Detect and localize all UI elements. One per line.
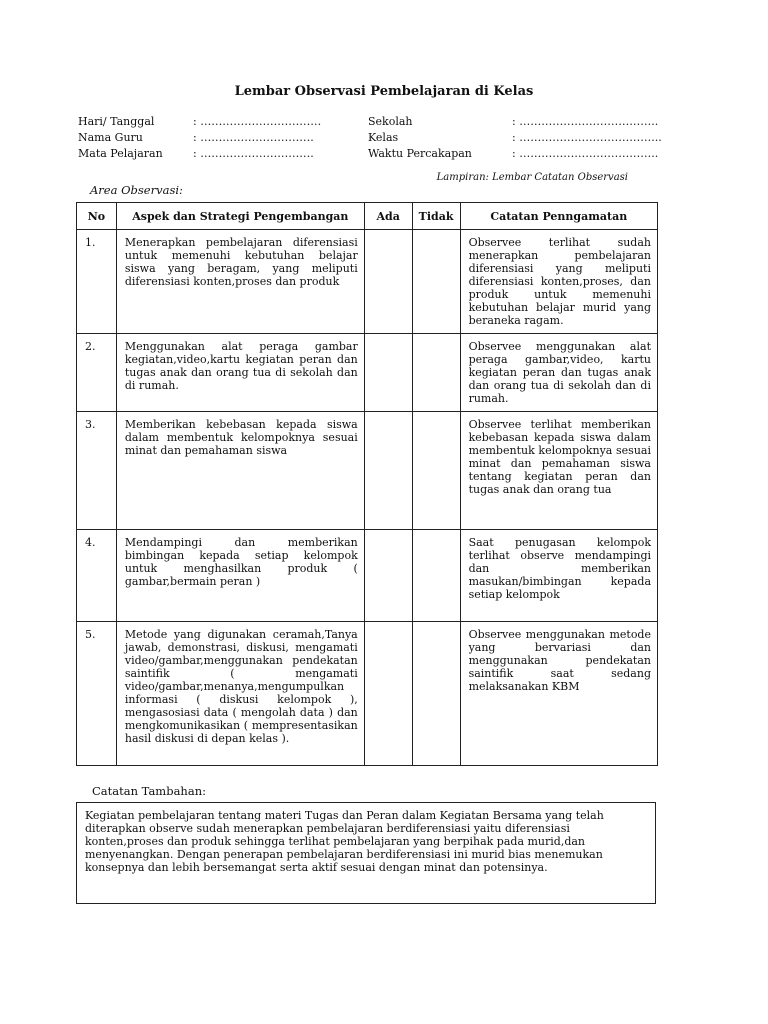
meta-label: Hari/ Tanggal xyxy=(78,115,155,128)
header-tidak: Tidak xyxy=(412,203,460,230)
row-number: 1. xyxy=(77,230,117,334)
row-aspek: Metode yang digunakan ceramah,Tanya jawab, demonstrasi, diskusi, mengamati video/gambar,menggunakan pendekatan saintifik ( mengamati video/gambar,menanya,mengumpulkan informasi ( diskusi kelompok ), mengasosiasi data ( mengolah data ) dan mengkomunikasikan ( mempresentasikan hasil diskusi di depan kelas ). xyxy=(116,622,364,766)
table-row xyxy=(77,622,658,766)
catatan-tambahan-label: Catatan Tambahan: xyxy=(92,784,206,798)
row-tidak-cell xyxy=(412,530,460,622)
table-row xyxy=(77,334,658,412)
row-number: 2. xyxy=(77,334,117,412)
meta-label: Nama Guru xyxy=(78,131,143,144)
header-aspek: Aspek dan Strategi Pengembangan xyxy=(116,203,364,230)
row-catatan: Observee menggunakan metode yang bervariasi dan menggunakan pendekatan saintifik saat sedang melaksanakan KBM xyxy=(460,622,657,766)
meta-value: : …………………………. xyxy=(193,131,314,144)
meta-row-hari-tanggal xyxy=(78,114,321,130)
row-ada-cell xyxy=(364,334,412,412)
table-header-row xyxy=(77,203,658,230)
row-tidak-cell xyxy=(412,334,460,412)
meta-value: : ……………………………….. xyxy=(512,115,659,128)
row-aspek: Mendampingi dan memberikan bimbingan kepada setiap kelompok untuk menghasilkan produk ( gambar,bermain peran ) xyxy=(116,530,364,622)
row-ada-cell xyxy=(364,412,412,530)
header-catatan: Catatan Penngamatan xyxy=(460,203,657,230)
lampiran-note: Lampiran: Lembar Catatan Observasi xyxy=(436,172,628,183)
area-observasi-label: Area Observasi: xyxy=(90,183,183,197)
row-aspek: Menerapkan pembelajaran diferensiasi untuk memenuhi kebutuhan belajar siswa yang beragam, yang meliputi diferensiasi konten,proses dan produk xyxy=(116,230,364,334)
observation-table xyxy=(76,202,658,766)
row-tidak-cell xyxy=(412,412,460,530)
meta-value: : …………………………. xyxy=(193,147,314,160)
meta-label: Waktu Percakapan xyxy=(368,147,472,160)
header-ada: Ada xyxy=(364,203,412,230)
row-aspek: Memberikan kebebasan kepada siswa dalam membentuk kelompoknya sesuai minat dan pemahaman siswa xyxy=(116,412,364,530)
meta-label: Mata Pelajaran xyxy=(78,147,163,160)
table-row xyxy=(77,530,658,622)
header-no: No xyxy=(77,203,117,230)
meta-row-mata-pelajaran xyxy=(78,146,321,162)
row-tidak-cell xyxy=(412,230,460,334)
row-number: 5. xyxy=(77,622,117,766)
meta-label: Sekolah xyxy=(368,115,413,128)
row-number: 3. xyxy=(77,412,117,530)
meta-value: : ………………………………... xyxy=(512,131,662,144)
meta-row-kelas xyxy=(368,130,662,146)
row-aspek: Menggunakan alat peraga gambar kegiatan,video,kartu kegiatan peran dan tugas anak dan orang tua di sekolah dan di rumah. xyxy=(116,334,364,412)
meta-left xyxy=(78,114,321,162)
meta-row-sekolah xyxy=(368,114,662,130)
row-ada-cell xyxy=(364,622,412,766)
row-catatan: Observee terlihat memberikan kebebasan kepada siswa dalam membentuk kelompoknya sesuai minat dan pemahaman siswa tentang kegiatan peran dan tugas anak dan orang tua xyxy=(460,412,657,530)
row-ada-cell xyxy=(364,530,412,622)
row-catatan: Observee terlihat sudah menerapkan pembelajaran diferensiasi yang meliputi diferensiasi konten,proses, dan produk untuk memenuhi kebutuhan belajar murid yang beraneka ragam. xyxy=(460,230,657,334)
document-title: Lembar Observasi Pembelajaran di Kelas xyxy=(234,84,534,99)
meta-label: Kelas xyxy=(368,131,399,144)
meta-row-waktu xyxy=(368,146,662,162)
table-row xyxy=(77,230,658,334)
meta-value: : ……………………………….. xyxy=(512,147,659,160)
meta-right xyxy=(368,114,662,162)
meta-row-nama-guru xyxy=(78,130,321,146)
table-row xyxy=(77,412,658,530)
meta-value: : …………………………… xyxy=(193,115,322,128)
catatan-tambahan-box: Kegiatan pembelajaran tentang materi Tugas dan Peran dalam Kegiatan Bersama yang telah diterapkan observe sudah menerapkan pembelajaran berdiferensiasi yaitu diferensiasi konten,proses dan produk sehingga terlihat pembelajaran yang berpihak pada murid,dan menyenangkan. Dengan penerapan pembelajaran berdiferensiasi ini murid bias menemukan konsepnya dan lebih bersemangat serta aktif sesuai dengan minat dan potensinya. xyxy=(76,802,656,904)
row-tidak-cell xyxy=(412,622,460,766)
row-catatan: Observee menggunakan alat peraga gambar,video, kartu kegiatan peran dan tugas anak dan orang tua di sekolah dan di rumah. xyxy=(460,334,657,412)
row-catatan: Saat penugasan kelompok terlihat observe mendampingi dan memberikan masukan/bimbingan kepada setiap kelompok xyxy=(460,530,657,622)
row-number: 4. xyxy=(77,530,117,622)
row-ada-cell xyxy=(364,230,412,334)
